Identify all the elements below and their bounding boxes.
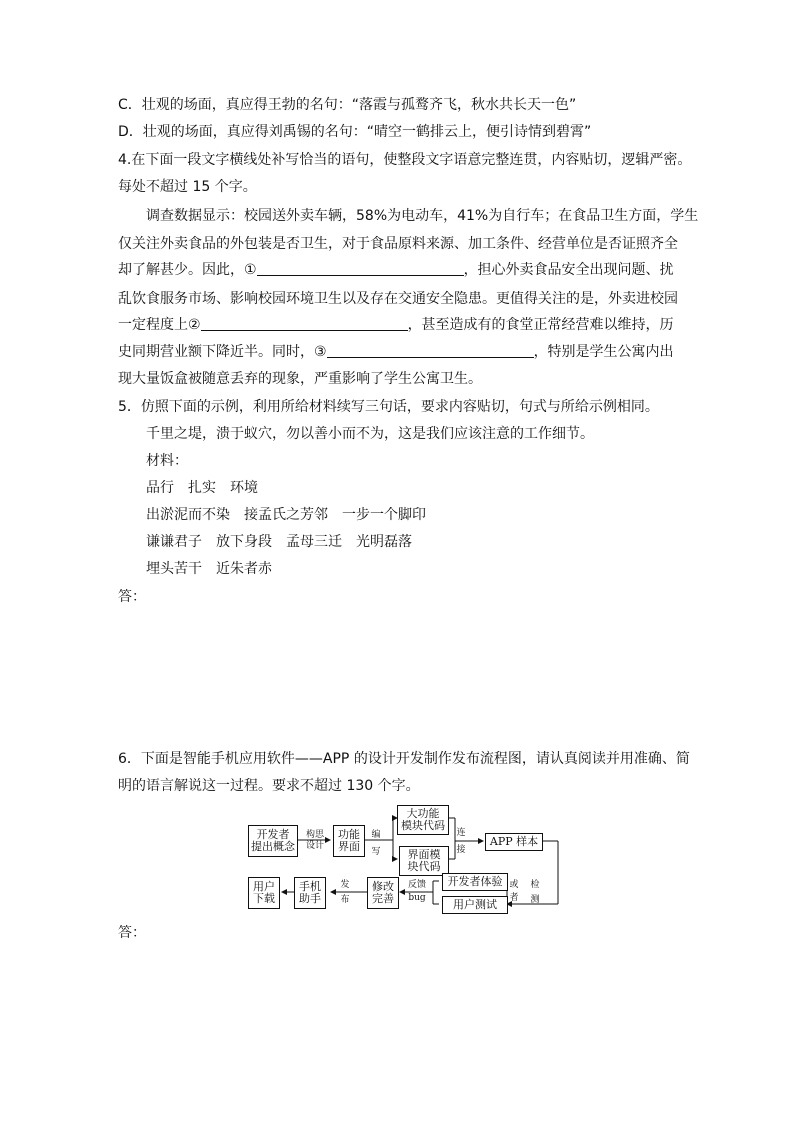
q4-text: 史同期营业额下降近半。同时，③ (118, 344, 327, 360)
box-user-testing (442, 896, 508, 914)
blank-3[interactable] (327, 343, 534, 358)
q4-para-line3 (118, 261, 674, 279)
box-text: 用户 (253, 880, 275, 893)
box-text: 用户测试 (453, 898, 497, 911)
box-text: 修改 (372, 880, 394, 893)
q4-para-line4: 乱饮食服务市场、影响校园环境卫生以及存在交通安全隐患。更值得关注的是，外卖进校园 (118, 291, 678, 307)
label-text: 构思 (305, 830, 324, 840)
q4-para-line2: 仅关注外卖食品的外包装是否卫生，对于食品原料来源、加工条件、经营单位是否证照齐全 (118, 236, 678, 252)
box-text: 模块代码 (401, 819, 445, 832)
box-text: 界面 (338, 840, 360, 853)
q4-prompt-line2: 每处不超过 15 个字。 (118, 179, 257, 195)
q5-prompt: 5．仿照下面的示例，利用所给材料续写三句话，要求内容贴切，句式与所给示例相同。 (118, 399, 659, 415)
label-text: 设计 (305, 841, 324, 851)
box-user-download (248, 877, 280, 909)
q5-material-1: 品行 扎实 环境 (146, 480, 258, 496)
label-text: 接 (456, 845, 466, 855)
label-text: 者 (509, 893, 519, 903)
q4-para-line7: 现大量饭盒被随意丢弃的现象，严重影响了学生公寓卫生。 (118, 371, 482, 387)
q5-example: 千里之堤，溃于蚁穴，勿以善小而不为，这是我们应该注意的工作细节。 (146, 426, 594, 442)
q6-answer-label: 答： (118, 925, 146, 941)
box-ui-module-code (399, 846, 449, 876)
q4-text: ，甚至造成有的食堂正常经营难以维持，历 (407, 317, 674, 333)
q4-prompt-line1: 4.在下面一段文字横线处补写恰当的语句，使整段文字语意完整连贯，内容贴切，逻辑严密。 (118, 152, 692, 168)
label-text: 布 (340, 895, 350, 905)
q5-material-3: 谦谦君子 放下身段 孟母三迁 光明磊落 (146, 534, 412, 550)
box-text: 大功能 (406, 807, 440, 820)
box-developer-experience (442, 873, 508, 891)
label-write (369, 830, 383, 858)
label-text: 或 (509, 880, 519, 890)
label-text: 连 (456, 828, 466, 838)
box-text: 下载 (253, 892, 275, 905)
label-publish (338, 880, 352, 906)
box-developer-concept (248, 825, 298, 857)
label-text: bug (408, 893, 426, 903)
box-revise-improve (367, 877, 399, 909)
blank-1[interactable] (257, 261, 464, 276)
q4-text: ，担心外卖食品安全出现问题、扰 (463, 262, 674, 278)
box-text: 开发者体验 (447, 875, 503, 888)
box-text: 块代码 (407, 860, 441, 873)
q4-text: ，特别是学生公寓内出 (533, 344, 674, 360)
box-text: 界面模 (407, 848, 441, 861)
q6-prompt-line2: 明的语言解说这一过程。要求不超过 130 个字。 (118, 778, 420, 794)
q4-para-line6 (118, 343, 674, 361)
label-text: 反馈 (407, 880, 426, 890)
q6-prompt-line1: 6．下面是智能手机应用软件——APP 的设计开发制作发布流程图，请认真阅读并用准确、简 (118, 751, 690, 767)
blank-2[interactable] (201, 316, 408, 331)
box-text: 开发者 (256, 828, 290, 841)
label-or (507, 880, 521, 904)
q4-text: 却了解甚少。因此，① (118, 262, 257, 278)
option-d: D．壮观的场面，真应得刘禹锡的名句：“晴空一鹤排云上，便引诗情到碧霄” (118, 124, 592, 140)
q5-material-2: 出淤泥而不染 接孟氏之芳邻 一步一个脚印 (146, 507, 426, 523)
box-text: 手机 (299, 880, 321, 893)
label-text: 发 (340, 880, 350, 890)
q5-answer-label: 答： (118, 589, 146, 605)
q5-material-label: 材料： (146, 453, 188, 469)
label-text: 检 (530, 880, 540, 890)
box-function-module-code (397, 805, 449, 835)
box-app-sample (485, 833, 543, 851)
label-test (528, 880, 542, 906)
label-text: 编 (371, 830, 381, 840)
box-text: 功能 (338, 828, 360, 841)
box-text: 提出概念 (251, 840, 295, 853)
box-text: 完善 (372, 892, 394, 905)
box-function-ui (333, 825, 365, 857)
q4-text: 一定程度上② (118, 317, 201, 333)
label-feedback (403, 880, 431, 904)
label-text: 写 (371, 847, 381, 857)
option-c: C．壮观的场面，真应得王勃的名句：“落霞与孤鹜齐飞，秋水共长天一色” (118, 97, 577, 113)
box-text: 助手 (299, 892, 321, 905)
flowchart (245, 804, 565, 912)
label-connect (454, 828, 468, 856)
q5-material-4: 埋头苦干 近朱者赤 (146, 561, 272, 577)
q4-para-line5 (118, 316, 674, 334)
label-design (301, 830, 329, 852)
label-text: 测 (530, 895, 540, 905)
q4-para-line1: 调查数据显示：校园送外卖车辆，58%为电动车，41%为自行车；在食品卫生方面，学生 (146, 208, 699, 224)
box-text: APP 样本 (489, 835, 539, 848)
box-phone-assistant (294, 877, 326, 909)
